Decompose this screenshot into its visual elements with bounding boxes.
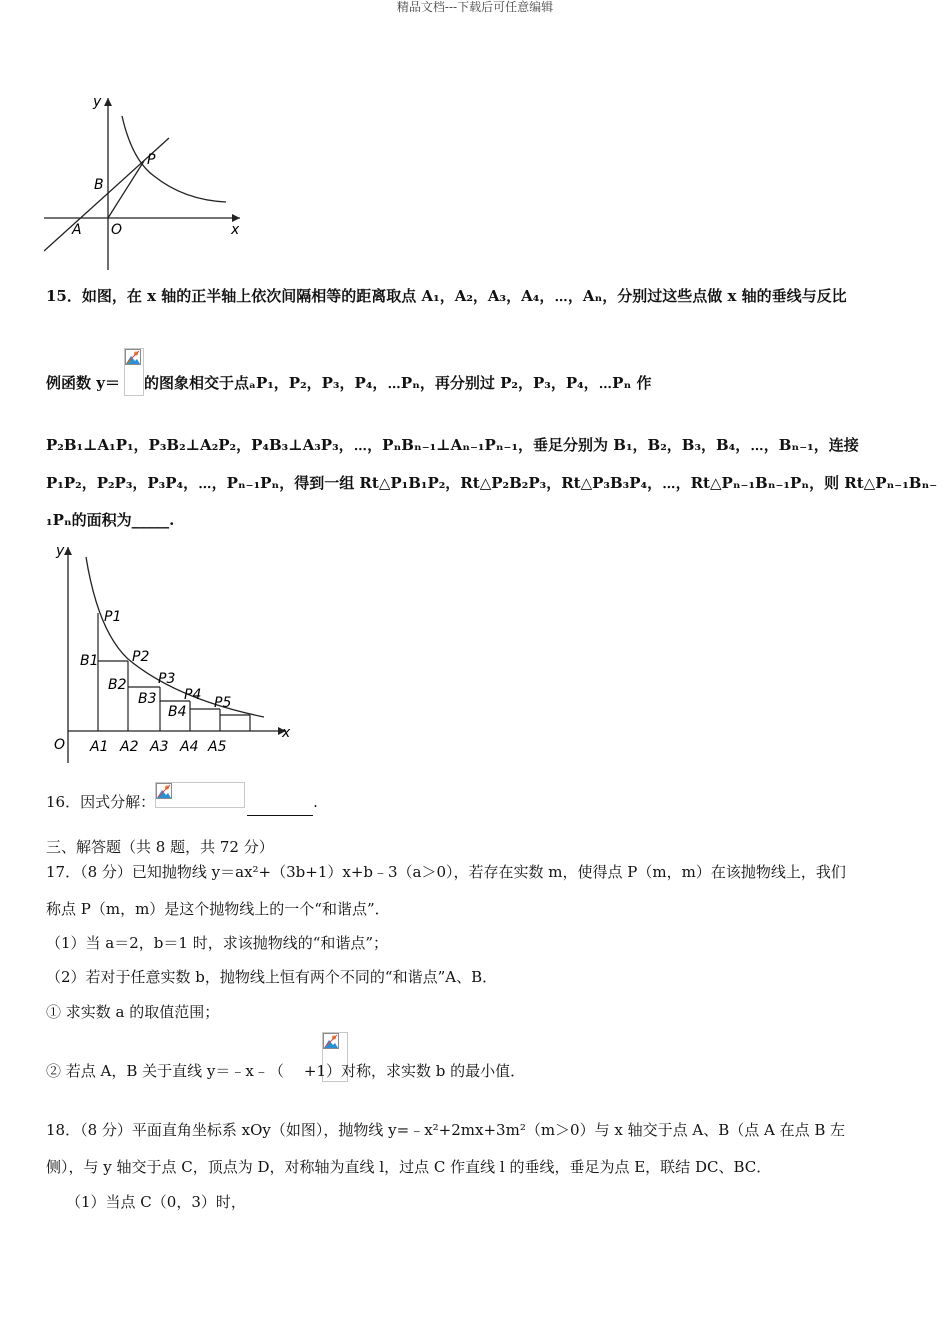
fig1-label-a: A [72,222,82,238]
fig2-label-a1: A1 [90,739,109,755]
q16-expression-image [155,782,245,808]
figure-hyperbola-line [44,94,244,274]
q17-sub1: ① 求实数 a 的取值范围； [46,1003,220,1021]
q15-line2-pre: 例函数 y＝ [46,374,120,392]
q16-answer-blank[interactable] [247,801,313,816]
q17-part1: （1）当 a＝2，b＝1 时，求该抛物线的“和谐点”； [46,934,389,952]
q17-sub2 [46,1061,525,1081]
fig2-label-p3: P3 [158,671,176,687]
fig2-label-a5: A5 [208,739,227,755]
q18-part1: （1）当点 C（0，3）时， [66,1193,246,1211]
q16-text: 16．因式分解： [46,793,156,811]
q17-sub2-pre: ② 若点 A，B 关于直线 y＝﹣x﹣（ [46,1062,284,1080]
fig2-label-p4: P4 [184,687,202,703]
q17-line1: 17．（8 分）已知抛物线 y＝ax²+（3b+1）x+b﹣3（a＞0），若存在实数 m，使得点 P（m，m）在该抛物线上，我们 [46,863,846,881]
broken-image-icon [125,349,141,365]
q16-tail: . [313,793,318,811]
q18-line1: 18．（8 分）平面直角坐标系 xOy（如图），抛物线 y=﹣x²+2mx+3m²（m＞0）与 x 轴交于点 A、B（点 A 在点 B 左 [46,1121,846,1139]
fig2-label-b1: B1 [80,653,99,669]
q15-line3: P₂B₁⊥A₁P₁，P₃B₂⊥A₂P₂，P₄B₃⊥A₃P₃，⋯，PₙBₙ₋₁⊥Aₙ₋₁Pₙ₋₁，垂足分别为 B₁，B₂，B₃，B₄，⋯，Bₙ₋₁，连接 [46,436,859,454]
fig2-label-a2: A2 [120,739,139,755]
fig1-label-b: B [94,177,104,193]
q16-line [46,790,318,816]
fig1-label-o: O [111,222,123,238]
fig1-label-p: P [147,152,156,168]
q15-line2 [46,373,651,393]
fig2-label-b2: B2 [108,677,127,693]
figure-staircase-hyperbola [46,541,294,767]
page-header: 精品文档---下载后可任意编辑 [396,0,554,14]
fig2-label-b3: B3 [138,691,157,707]
q15-line1: 15．如图，在 x 轴的正半轴上依次间隔相等的距离取点 A₁，A₂，A₃，A₄，⋯，Aₙ，分别过这些点做 x 轴的垂线与反比 [46,287,847,305]
fig1-label-y: y [93,94,102,110]
q17-sub2-post: +1）对称，求实数 b 的最小值． [303,1062,526,1080]
broken-image-icon [323,1033,339,1049]
fig2-label-p1: P1 [104,609,122,625]
q17-line2: 称点 P（m，m）是这个抛物线上的一个“和谐点”． [46,900,390,918]
fig2-label-x: x [282,725,291,741]
broken-image-icon [156,783,172,799]
q15-line4: P₁P₂，P₂P₃，P₃P₄，⋯，Pₙ₋₁Pₙ，得到一组 Rt△P₁B₁P₂，Rt△P₂B₂P₃，Rt△P₃B₃P₄，⋯，Rt△Pₙ₋₁Bₙ₋₁Pₙ，则 Rt△Pₙ₋₁Bₙ₋ [46,474,938,492]
fig2-label-b4: B4 [168,704,187,720]
fig2-label-p5: P5 [214,695,232,711]
fig2-label-y: y [56,543,65,559]
q17-part2: （2）若对于任意实数 b，抛物线上恒有两个不同的“和谐点”A、B． [46,968,498,986]
q15-line2-post: 的图象相交于点ₐP₁，P₂，P₃，P₄，⋯Pₙ，再分别过 P₂，P₃，P₄，⋯Pₙ 作 [143,374,652,392]
q15-line5: ₁Pₙ的面积为_____. [46,511,175,529]
fig2-label-a4: A4 [180,739,199,755]
fig2-label-a3: A3 [150,739,169,755]
fig2-label-o: O [54,737,66,753]
section-title: 三、解答题（共 8 题，共 72 分） [46,838,274,856]
fig2-label-p2: P2 [132,649,150,665]
fig1-label-x: x [231,222,240,238]
q18-line2: 侧），与 y 轴交于点 C，顶点为 D，对称轴为直线 l，过点 C 作直线 l 的垂线，垂足为点 E，联结 DC、BC． [46,1158,772,1176]
